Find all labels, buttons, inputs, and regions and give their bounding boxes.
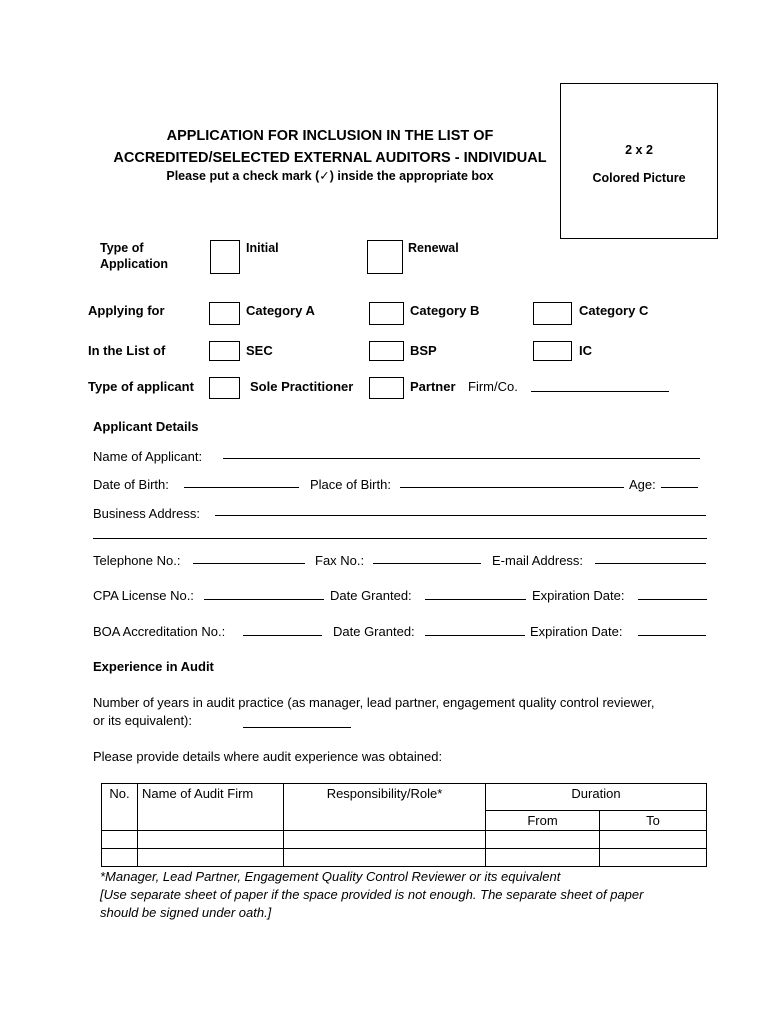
photo-label: Colored Picture [592,171,686,185]
footnote-role: *Manager, Lead Partner, Engagement Quality Control Reviewer or its equivalent [100,869,561,884]
ic-checkbox[interactable] [533,341,572,361]
email-label: E-mail Address: [492,553,584,568]
renewal-checkbox[interactable] [367,240,403,274]
boa-field[interactable] [243,635,322,636]
photo-size: 2 x 2 [625,143,653,157]
category-a-checkbox[interactable] [209,302,240,325]
address-field-2[interactable] [93,538,707,539]
name-field[interactable] [223,458,700,459]
cell-firm[interactable] [138,849,284,867]
header-role: Responsibility/Role* [284,784,486,831]
years-field[interactable] [243,727,351,728]
dob-field[interactable] [184,487,299,488]
dob-label: Date of Birth: [93,477,169,492]
table-row[interactable] [102,849,707,867]
age-field[interactable] [661,487,698,488]
cell-from[interactable] [486,831,600,849]
cell-no[interactable] [102,831,138,849]
firm-label: Firm/Co. [468,379,518,394]
category-a-label: Category A [246,303,315,318]
details-prompt: Please provide details where audit experience was obtained: [93,749,443,764]
initial-checkbox[interactable] [210,240,240,274]
pob-field[interactable] [400,487,624,488]
email-field[interactable] [595,563,706,564]
header-from: From [486,811,600,831]
cpa-expiration-label: Expiration Date: [532,588,625,603]
partner-label: Partner [410,379,456,394]
years-label-line1: Number of years in audit practice (as manager, lead partner, engagement quality control reviewer, [93,695,655,710]
telephone-field[interactable] [193,563,305,564]
cell-from[interactable] [486,849,600,867]
category-b-label: Category B [410,303,480,318]
form-title-line2: ACCREDITED/SELECTED EXTERNAL AUDITORS - INDIVIDUAL [113,150,547,166]
table-row[interactable] [102,831,707,849]
in-the-list-label: In the List of [88,343,166,358]
boa-expiration-label: Expiration Date: [530,624,623,639]
address-field-1[interactable] [215,515,706,516]
category-c-checkbox[interactable] [533,302,572,325]
telephone-label: Telephone No.: [93,553,181,568]
cell-to[interactable] [600,849,707,867]
address-label: Business Address: [93,506,200,521]
age-label: Age: [629,477,656,492]
cell-no[interactable] [102,849,138,867]
sec-checkbox[interactable] [209,341,240,361]
fax-field[interactable] [373,563,481,564]
pob-label: Place of Birth: [310,477,391,492]
bsp-label: BSP [410,343,437,358]
years-label-line2: or its equivalent): [93,713,192,728]
footnote-separate-sheet-1: [Use separate sheet of paper if the space provided is not enough. The separate sheet of paper [100,887,644,902]
renewal-label: Renewal [408,241,459,255]
partner-checkbox[interactable] [369,377,404,399]
category-c-label: Category C [579,303,649,318]
header-duration: Duration [486,784,707,811]
name-label: Name of Applicant: [93,449,203,464]
bsp-checkbox[interactable] [369,341,404,361]
cell-role[interactable] [284,849,486,867]
check-instruction: Please put a check mark (✓) inside the appropriate box [166,169,494,183]
type-of-applicant-label: Type of applicant [88,379,194,394]
photo-box[interactable] [560,83,718,239]
boa-label: BOA Accreditation No.: [93,624,226,639]
experience-table [101,783,707,867]
cpa-label: CPA License No.: [93,588,194,603]
firm-field[interactable] [531,391,669,392]
boa-date-granted-label: Date Granted: [333,624,415,639]
boa-expiration-field[interactable] [638,635,706,636]
type-of-application-label-1: Type of [100,241,144,255]
cpa-expiration-field[interactable] [638,599,707,600]
applying-for-label: Applying for [88,303,165,318]
header-no: No. [102,784,138,831]
cell-to[interactable] [600,831,707,849]
cpa-field[interactable] [204,599,324,600]
table-header-row [102,784,707,811]
header-to: To [600,811,707,831]
cell-firm[interactable] [138,831,284,849]
cell-role[interactable] [284,831,486,849]
cpa-date-granted-field[interactable] [425,599,526,600]
sec-label: SEC [246,343,273,358]
fax-label: Fax No.: [315,553,365,568]
type-of-application-label-2: Application [100,257,169,271]
cpa-date-granted-label: Date Granted: [330,588,412,603]
experience-heading: Experience in Audit [93,659,214,674]
applicant-details-heading: Applicant Details [93,419,199,434]
ic-label: IC [579,343,592,358]
initial-label: Initial [246,241,279,255]
category-b-checkbox[interactable] [369,302,404,325]
sole-practitioner-label: Sole Practitioner [250,379,354,394]
footnote-separate-sheet-2: should be signed under oath.] [100,905,272,920]
boa-date-granted-field[interactable] [425,635,525,636]
form-title-line1: APPLICATION FOR INCLUSION IN THE LIST OF [166,128,494,144]
sole-practitioner-checkbox[interactable] [209,377,240,399]
header-firm: Name of Audit Firm [138,784,284,831]
